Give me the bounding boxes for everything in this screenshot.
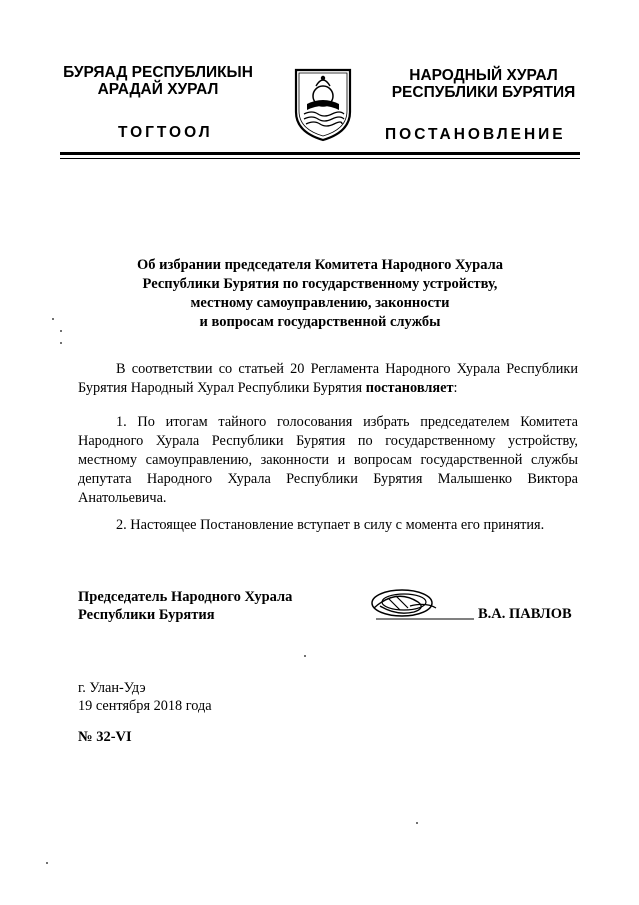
scan-speck bbox=[304, 655, 306, 657]
handwritten-signature-icon bbox=[366, 584, 476, 624]
scan-speck bbox=[46, 862, 48, 864]
header-left-line1: БУРЯАД РЕСПУБЛИКЫН bbox=[63, 64, 253, 81]
title-line2: Республики Бурятия по государственному устройству, bbox=[142, 276, 498, 292]
item-1-paragraph: 1. По итогам тайного голосования избрать председателем Комитета Народного Хурала Республики Бурятия по государственному устройству, местному самоуправлению, законности и вопросам государственной службы депутата Народного Хурала Республики Бурятия Малышенко Виктора Анатольевича. bbox=[78, 414, 578, 506]
header-left-name bbox=[58, 64, 258, 98]
intro-bold: постановляет bbox=[365, 380, 454, 396]
item-2-paragraph: 2. Настоящее Постановление вступает в силу с момента его принятия. bbox=[116, 517, 545, 533]
signatory-name: В.А. ПАВЛОВ bbox=[478, 606, 572, 622]
signatory-position bbox=[78, 588, 292, 624]
header-divider-thin bbox=[60, 158, 580, 159]
document-number: № 32-VI bbox=[78, 729, 132, 745]
title-line3: местному самоуправлению, законности bbox=[190, 295, 450, 311]
header-right-line2: РЕСПУБЛИКИ БУРЯТИЯ bbox=[391, 84, 576, 101]
intro-text: В соответствии со статьей 20 Регламента Народного Хурала Республики Бурятия Народный Хурал Республики Бурятия bbox=[78, 361, 578, 396]
header-right-line1: НАРОДНЫЙ ХУРАЛ bbox=[409, 67, 558, 84]
title-line4: и вопросам государственной службы bbox=[199, 314, 441, 330]
city: г. Улан-Удэ bbox=[78, 680, 146, 696]
header-right-doc-type: ПОСТАНОВЛЕНИЕ bbox=[385, 126, 566, 143]
intro-paragraph bbox=[78, 360, 578, 398]
position-line2: Республики Бурятия bbox=[78, 607, 215, 623]
position-line1: Председатель Народного Хурала bbox=[78, 589, 293, 605]
title-line1: Об избрании председателя Комитета Народного Хурала bbox=[136, 257, 503, 273]
scan-speck bbox=[52, 318, 54, 320]
header-left-line2: АРАДАЙ ХУРАЛ bbox=[97, 81, 219, 98]
coat-of-arms-icon bbox=[292, 66, 354, 142]
intro-end: : bbox=[453, 380, 458, 396]
document-title bbox=[80, 256, 560, 332]
scan-speck bbox=[60, 342, 62, 344]
scan-speck bbox=[60, 330, 62, 332]
header-right-name bbox=[376, 67, 591, 101]
date: 19 сентября 2018 года bbox=[78, 698, 212, 714]
header-left-doc-type: ТОГТООЛ bbox=[118, 124, 213, 141]
scan-speck bbox=[416, 822, 418, 824]
header-divider-thick bbox=[60, 152, 580, 155]
